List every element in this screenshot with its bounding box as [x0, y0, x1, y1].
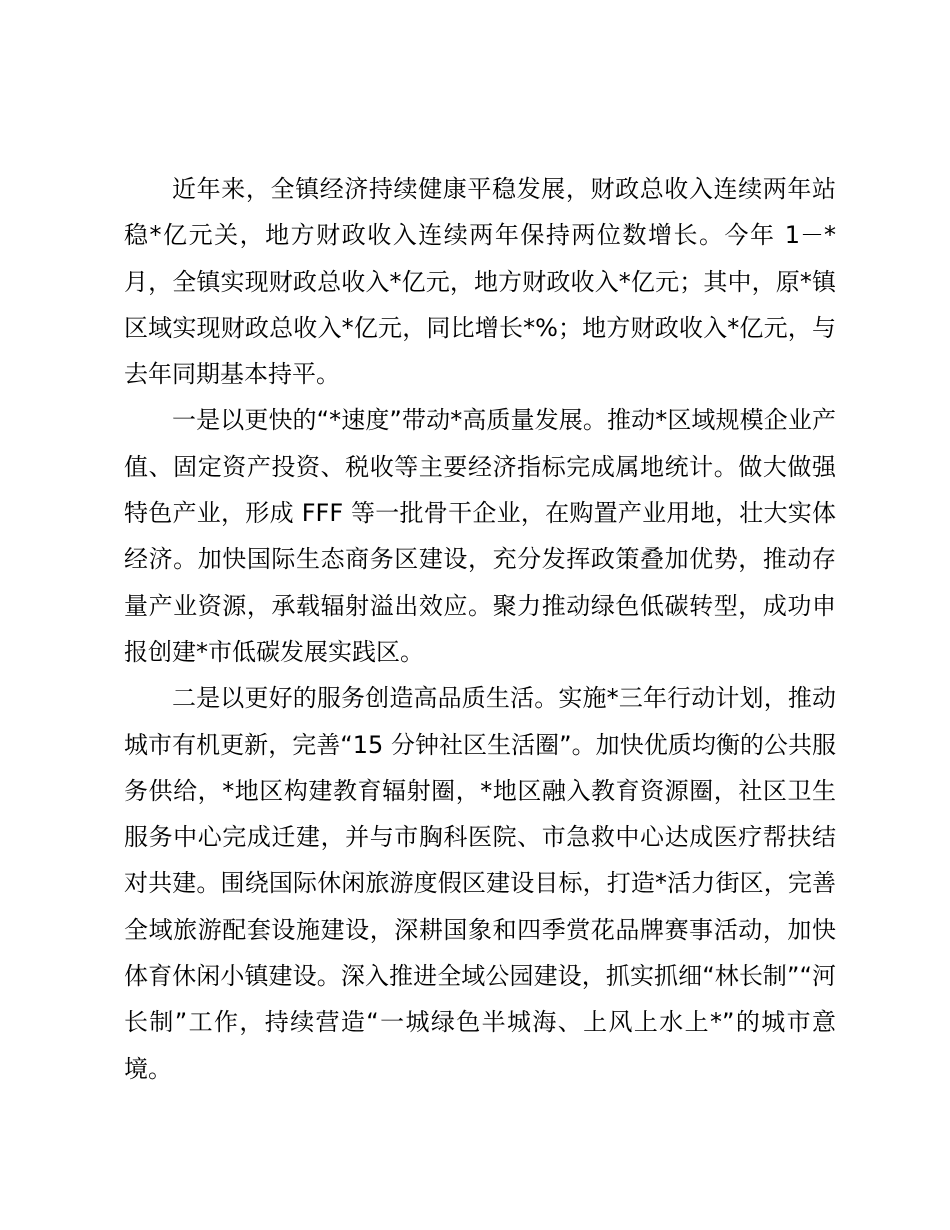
- paragraph-point-two: 二是以更好的服务创造高品质生活。实施*三年行动计划，推动城市有机更新，完善“15 分钟社区生活圈”。加快优质均衡的公共服务供给，*地区构建教育辐射圈，*地区融入教育资源圈，社区卫生服务中心完成迁建，并与市胸科医院、市急救中心达成医疗帮扶结对共建。围绕国际休闲旅游度假区建设目标，打造*活力街区，完善全域旅游配套设施建设，深耕国象和四季赏花品牌赛事活动，加快体育休闲小镇建设。深入推进全域公园建设，抓实抓细“林长制”“河长制”工作，持续营造“一城绿色半城海、上风上水上*”的城市意境。: [124, 684, 836, 1083]
- document-body: [124, 166, 836, 1092]
- paragraph-point-one: 一是以更快的“*速度”带动*高质量发展。推动*区域规模企业产值、固定资产投资、税收等主要经济指标完成属地统计。做大做强特色产业，形成 FFF 等一批骨干企业，在购置产业用地，壮大实体经济。加快国际生态商务区建设，充分发挥政策叠加优势，推动存量产业资源，承载辐射溢出效应。聚力推动绿色低碳转型，成功申报创建*市低碳发展实践区。: [124, 406, 836, 666]
- paragraph-intro: 近年来，全镇经济持续健康平稳发展，财政总收入连续两年站稳*亿元关，地方财政收入连续两年保持两位数增长。今年 1－*月，全镇实现财政总收入*亿元，地方财政收入*亿元；其中，原*镇区域实现财政总收入*亿元，同比增长*%；地方财政收入*亿元，与去年同期基本持平。: [124, 175, 836, 389]
